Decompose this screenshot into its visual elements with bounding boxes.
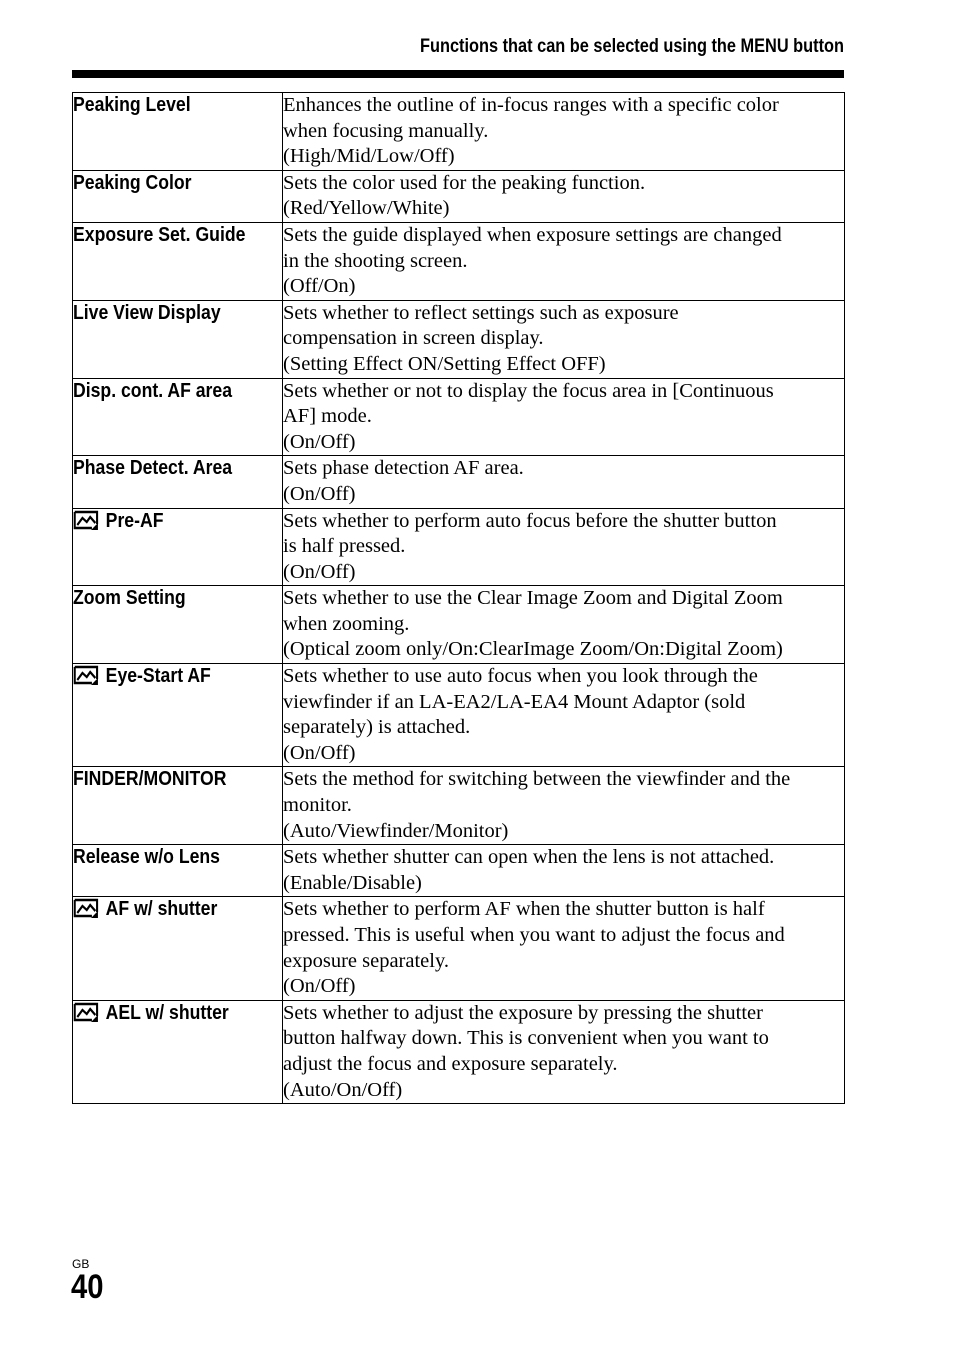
function-name-cell (73, 456, 283, 508)
table-row (73, 508, 845, 586)
table-row (73, 170, 845, 222)
description-line: (Auto/On/Off) (283, 1078, 403, 1101)
description-line: Enhances the outline of in-focus ranges with a specific color (283, 94, 779, 116)
description-line: (High/Mid/Low/Off) (283, 145, 455, 168)
function-name (73, 586, 186, 610)
description-line: pressed. This is useful when you want to adjust the focus and (283, 924, 785, 946)
table-row (73, 378, 845, 456)
description-line: adjust the focus and exposure separately. (283, 1052, 618, 1075)
description-line: Sets whether to adjust the exposure by pressing the shutter (283, 1001, 763, 1024)
function-name (73, 379, 232, 403)
description-line: (On/Off) (283, 975, 356, 998)
function-description-cell (283, 845, 845, 897)
description-line: Sets the color used for the peaking function. (283, 171, 646, 194)
table-row (73, 767, 845, 845)
description-line: (Off/On) (283, 275, 356, 298)
description-line: compensation in screen display. (283, 327, 544, 350)
description-line: Sets whether to perform AF when the shutter button is half (283, 898, 765, 921)
function-description-cell (283, 170, 845, 222)
table-row (73, 897, 845, 1000)
function-name-cell (73, 378, 283, 456)
description-line: viewfinder if an LA-EA2/LA-EA4 Mount Adaptor (sold (283, 690, 746, 713)
function-name-text: AF w/ shutter (105, 897, 218, 921)
function-name (73, 1001, 229, 1025)
function-name-text: Exposure Set. Guide (73, 222, 246, 246)
function-name (73, 509, 163, 533)
still-image-mode-icon (73, 664, 99, 686)
table-row (73, 664, 845, 767)
function-name-text: Pre-AF (105, 508, 164, 532)
function-description-cell (283, 378, 845, 456)
description-line: when focusing manually. (283, 119, 489, 142)
description-line: button halfway down. This is convenient when you want to (283, 1027, 769, 1050)
header-rule (72, 70, 844, 78)
function-name-text: AEL w/ shutter (105, 1000, 229, 1024)
function-name-cell (73, 170, 283, 222)
function-name-text: Live View Display (73, 300, 221, 324)
still-image-mode-icon (73, 509, 99, 531)
description-line: exposure separately. (283, 949, 450, 972)
function-name-text: Peaking Color (73, 170, 192, 194)
description-line: Sets the guide displayed when exposure settings are changed (283, 223, 782, 246)
table-row (73, 93, 845, 171)
menu-table-body (73, 93, 845, 1104)
function-description-cell (283, 300, 845, 378)
function-name-cell (73, 508, 283, 586)
function-name-cell (73, 222, 283, 300)
function-name-text: Release w/o Lens (73, 845, 220, 869)
description-line: Sets whether or not to display the focus area in [Continuous (283, 379, 774, 402)
description-line: (Setting Effect ON/Setting Effect OFF) (283, 352, 606, 375)
function-description-cell (283, 664, 845, 767)
function-name (73, 223, 245, 247)
function-name (73, 845, 220, 869)
function-name-text: Phase Detect. Area (73, 456, 233, 480)
function-name (73, 301, 221, 325)
description-line: (On/Off) (283, 741, 356, 764)
page-header-title: Functions that can be selected using the MENU button (420, 36, 844, 57)
description-line: (Enable/Disable) (283, 871, 422, 894)
still-image-mode-icon (73, 897, 99, 919)
description-line: Sets whether to reflect settings such as exposure (283, 301, 679, 324)
function-name-cell (73, 767, 283, 845)
description-line: (On/Off) (283, 560, 356, 583)
description-line: (Auto/Viewfinder/Monitor) (283, 819, 509, 842)
description-line: is half pressed. (283, 535, 406, 558)
description-line: Sets whether to use auto focus when you look through the (283, 665, 758, 688)
description-line: Sets whether to use the Clear Image Zoom and Digital Zoom (283, 587, 783, 610)
function-name (73, 171, 192, 195)
description-line: monitor. (283, 794, 352, 817)
description-line: (Optical zoom only/On:ClearImage Zoom/On:Digital Zoom) (283, 638, 783, 661)
function-name (73, 664, 211, 688)
table-row (73, 222, 845, 300)
description-line: (Red/Yellow/White) (283, 197, 450, 220)
function-description-cell (283, 1000, 845, 1103)
function-name-text: Eye-Start AF (105, 664, 211, 688)
description-line: Sets whether shutter can open when the lens is not attached. (283, 846, 775, 869)
description-line: (On/Off) (283, 482, 356, 505)
function-name-cell (73, 586, 283, 664)
table-row (73, 845, 845, 897)
description-line: AF] mode. (283, 405, 372, 428)
function-name-text: Peaking Level (73, 93, 191, 116)
function-name (73, 93, 191, 117)
description-line: Sets the method for switching between the viewfinder and the (283, 768, 791, 791)
region-code: GB (72, 1257, 90, 1271)
function-name (73, 456, 232, 480)
function-description-cell (283, 508, 845, 586)
function-name-cell (73, 845, 283, 897)
function-name-cell (73, 664, 283, 767)
description-line: Sets whether to perform auto focus before the shutter button (283, 509, 777, 532)
function-name-cell (73, 897, 283, 1000)
description-line: when zooming. (283, 612, 410, 635)
table-row (73, 300, 845, 378)
still-image-mode-icon (73, 1001, 99, 1023)
function-description-cell (283, 93, 845, 171)
function-description-cell (283, 456, 845, 508)
description-line: Sets phase detection AF area. (283, 457, 524, 480)
menu-functions-table (72, 92, 845, 1104)
table-row (73, 586, 845, 664)
function-name (73, 897, 217, 921)
description-line: (On/Off) (283, 430, 356, 453)
function-description-cell (283, 897, 845, 1000)
function-name-cell (73, 300, 283, 378)
page-number: 40 (71, 1268, 104, 1306)
description-line: in the shooting screen. (283, 249, 468, 272)
function-description-cell (283, 222, 845, 300)
table-row (73, 1000, 845, 1103)
function-name-text: Zoom Setting (73, 586, 186, 610)
description-line: separately) is attached. (283, 716, 471, 739)
function-name-cell (73, 93, 283, 171)
function-name-cell (73, 1000, 283, 1103)
function-name (73, 767, 226, 791)
function-description-cell (283, 586, 845, 664)
function-name-text: Disp. cont. AF area (73, 378, 233, 402)
table-row (73, 456, 845, 508)
function-description-cell (283, 767, 845, 845)
function-name-text: FINDER/MONITOR (73, 767, 227, 791)
